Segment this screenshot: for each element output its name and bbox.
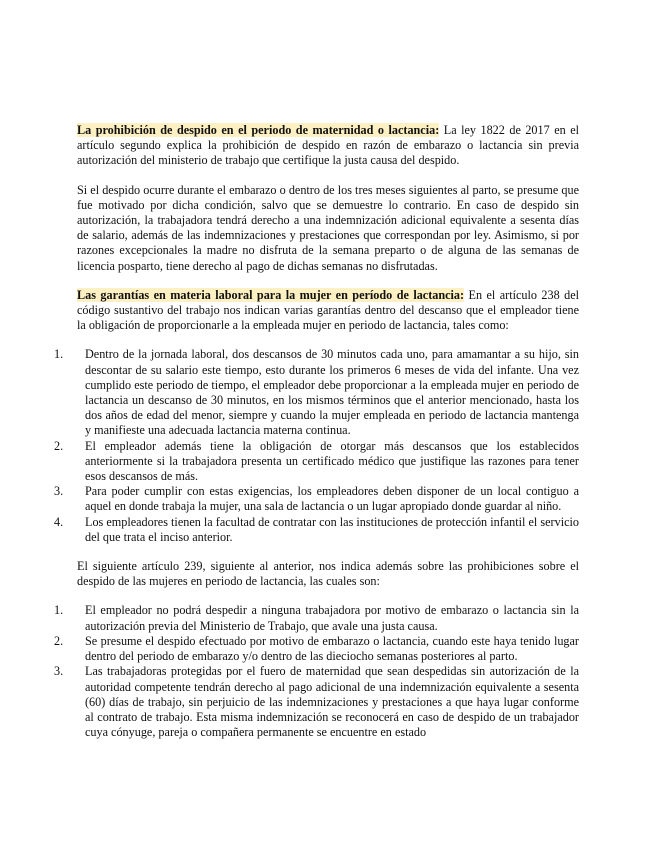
section-maternity-dismissal — [77, 123, 579, 169]
section-text: La ley 1822 de 2017 en el artículo segundo explica la prohibición de despido en razón de embarazo o lactancia sin previa autorización del ministerio de trabajo que certifique la justa causa del despido. — [77, 123, 579, 168]
list-number: 4. — [54, 514, 64, 529]
guarantees-list — [54, 347, 579, 545]
list-item-text: Para poder cumplir con estas exigencias, los empleadores deben disponer de un local contiguo a aquel en donde trabaja la mujer, una sala de lactancia o un lugar apropiado donde guardar al niño. — [85, 484, 579, 514]
list-item — [54, 347, 579, 438]
section-heading: Las garantías en materia laboral para la mujer en período de lactancia: — [77, 287, 465, 302]
list-number: 1. — [54, 347, 64, 362]
list-item-text: Se presume el despido efectuado por motivo de embarazo o lactancia, cuando este haya tenido lugar dentro del periodo de embarazo y/o dentro de las dieciocho semanas posteriores al parto. — [85, 633, 579, 664]
section-lactation-guarantees — [77, 288, 579, 334]
paragraph-presumption: Si el despido ocurre durante el embarazo o dentro de los tres meses siguientes al parto, se presume que fue motivado por dicha condición, salvo que se demuestre lo contrario. En caso de despido sin autorización, la trabajadora tendrá derecho a una indemnización adicional equivalente a sesenta días de salario, además de las indemnizaciones y prestaciones que correspondan por ley. Asimismo, si por razones excepcionales la madre no disfruta de la semana preparto o de alguna de las semanas de licencia posparto, tiene derecho al pago de dichas semanas no disfrutadas. — [77, 182, 579, 273]
list-number: 1. — [54, 603, 64, 618]
list-number: 2. — [54, 438, 64, 453]
section-text: En el artículo 238 del código sustantivo del trabajo nos indican varias garantías dentro del descanso que el empleador tiene la obligación de proporcionarle a la empleada mujer en periodo de lactancia, tales como: — [77, 287, 580, 333]
paragraph-article-239: El siguiente artículo 239, siguiente al anterior, nos indica además sobre las prohibiciones sobre el despido de las mujeres en periodo de lactancia, las cuales son: — [77, 559, 579, 589]
list-item — [54, 484, 579, 514]
list-item — [54, 633, 579, 664]
list-item — [54, 514, 579, 545]
list-number: 2. — [54, 633, 64, 648]
list-item — [54, 438, 579, 485]
list-number: 3. — [54, 484, 64, 499]
section-heading: La prohibición de despido en el periodo de maternidad o lactancia: — [77, 123, 440, 137]
prohibitions-list — [54, 603, 579, 740]
list-item-text: Las trabajadoras protegidas por el fuero de maternidad que sean despedidas sin autorización de la autoridad competente tendrán derecho al pago adicional de una indemnización equivalente a sesenta (60) días de trabajo, sin perjuicio de las indemnizaciones y prestaciones a que haya lugar conforme al contrato de trabajo. Esta misma indemnización se reconocerá en caso de despido de un trabajador cuya cónyuge, pareja o compañera permanente se encuentre en estado — [85, 664, 579, 740]
list-item-text: Los empleadores tienen la facultad de contratar con las instituciones de protección infantil el servicio del que trata el inciso anterior. — [85, 514, 579, 544]
list-item — [54, 603, 579, 633]
list-item-text: Dentro de la jornada laboral, dos descansos de 30 minutos cada uno, para amamantar a su hijo, sin descontar de su salario este tiempo, esto durante los primeros 6 meses de vida del infante. Una vez cumplido este periodo de tiempo, el empleador debe proporcionar a la empleada mujer en periodo de lactancia un descanso de 30 minutos, en los mismos términos que el anterior mencionado, hasta los dos años de edad del menor, siempre y cuando la mujer empleada en periodo de lactancia mantenga y manifieste una adecuada lactancia materna continua. — [85, 347, 579, 438]
list-number: 3. — [54, 664, 64, 679]
document-body — [54, 123, 580, 754]
list-item — [54, 664, 579, 740]
list-item-text: El empleador además tiene la obligación de otorgar más descansos que los establecidos anteriormente si la trabajadora presenta un certificado médico que justifique las razones para tener esos descansos de más. — [85, 438, 579, 484]
list-item-text: El empleador no podrá despedir a ninguna trabajadora por motivo de embarazo o lactancia sin la autorización previa del Ministerio de Trabajo, que avale una justa causa. — [85, 603, 579, 633]
